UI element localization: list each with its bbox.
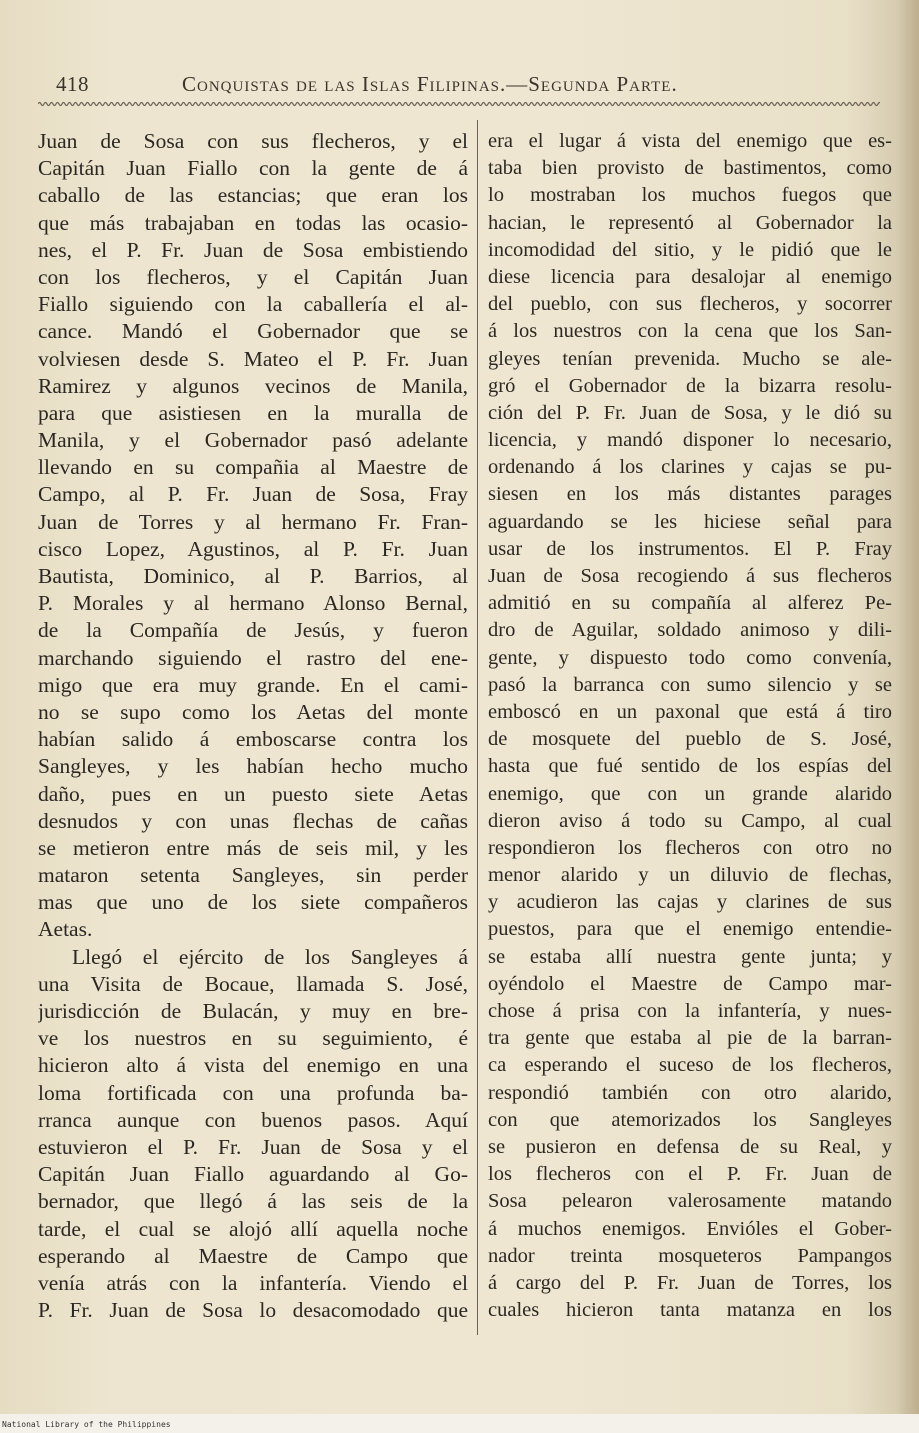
- text-line: con los flecheros, y el Capitán Juan: [38, 264, 468, 289]
- text-line: Manila, y el Gobernador pasó adelante: [38, 428, 468, 453]
- text-line: Juan de Sosa con sus flecheros, y el: [38, 129, 468, 153]
- text-line: esperando al Maestre de Campo que: [38, 1243, 468, 1268]
- running-title: Conquistas de las Islas Filipinas.—Segunda Parte.: [182, 72, 678, 96]
- right-text-column: [488, 128, 892, 1324]
- library-credit: National Library of the Philippines: [2, 1420, 171, 1429]
- text-line: Juan de Sosa recogiendo á sus flecheros: [488, 565, 892, 587]
- header-ornamental-rule: [38, 100, 880, 108]
- text-line: los flecheros con el P. Fr. Juan de: [488, 1163, 892, 1186]
- text-line: cance. Mandó el Gobernador que se: [38, 319, 468, 344]
- text-line: bernador, que llegó á las seis de la: [38, 1189, 468, 1214]
- text-line: era el lugar á vista del enemigo que es-: [488, 130, 892, 152]
- text-line: nador treinta mosqueteros Pampangos: [488, 1244, 892, 1267]
- text-line: dro de Aguilar, soldado animoso y dili-: [488, 619, 892, 642]
- text-line: se estaba allí nuestra gente junta; y: [488, 945, 892, 968]
- text-line: Fiallo siguiendo con la caballería el al-: [38, 292, 468, 317]
- text-line: habían salido á emboscarse contra los: [38, 727, 468, 752]
- text-line: desnudos y con unas flechas de cañas: [38, 808, 468, 833]
- text-line: puestos, para que el enemigo entendie-: [488, 918, 892, 941]
- text-line: Bautista, Dominico, al P. Barrios, al: [38, 564, 468, 588]
- text-line: Sosa pelearon valerosamente matando: [488, 1190, 892, 1213]
- text-line: tra gente que estaba al pie de la barran-: [488, 1027, 892, 1050]
- text-line: mataron setenta Sangleyes, sin perder: [38, 863, 468, 888]
- text-line: respondieron los flecheros con otro no: [488, 836, 892, 859]
- page-header: [56, 72, 886, 102]
- text-line: diese licencia para desalojar al enemigo: [488, 265, 892, 288]
- text-line: loma fortificada con una profunda ba-: [38, 1080, 468, 1105]
- text-line: pasó la barranca con sumo silencio y se: [488, 673, 892, 696]
- text-line: y acudieron las cajas y clarines de sus: [488, 891, 892, 914]
- text-line: admitió en su compañía al alferez Pe-: [488, 592, 892, 615]
- text-line: usar de los instrumentos. El P. Fray: [488, 537, 892, 560]
- text-line: aguardando se les hiciese señal para: [488, 510, 892, 533]
- text-line: ve los nuestros en su seguimiento, é: [38, 1026, 468, 1051]
- text-line: taba bien provisto de bastimentos, como: [488, 157, 892, 180]
- text-line: á muchos enemigos. Envióles el Gober-: [488, 1217, 892, 1240]
- page-edge-shadow: [896, 0, 919, 1414]
- text-line: á cargo del P. Fr. Juan de Torres, los: [488, 1271, 892, 1294]
- text-line: Capitán Juan Fiallo aguardando al Go-: [38, 1162, 468, 1187]
- text-line: se metieron entre más de seis mil, y les: [38, 835, 468, 860]
- text-line: daño, pues en un puesto siete Aetas: [38, 781, 468, 806]
- text-line: gleyes tenían prevenida. Mucho se ale-: [488, 347, 892, 370]
- text-line: para que asistiesen en la muralla de: [38, 400, 468, 425]
- text-line: venía atrás con la infantería. Viendo el: [38, 1270, 468, 1295]
- text-line: cuales hicieron tanta matanza en los: [488, 1299, 892, 1322]
- text-line: gró el Gobernador de la bizarra resolu-: [488, 374, 892, 397]
- text-line: licencia, y mandó disponer lo necesario,: [488, 429, 892, 452]
- text-line: hacian, le representó al Gobernador la: [488, 211, 892, 234]
- text-line: se pusieron en defensa de su Real, y: [488, 1135, 892, 1158]
- text-line: no se supo como los Aetas del monte: [38, 699, 468, 724]
- text-line: con que atemorizados los Sangleyes: [488, 1108, 892, 1131]
- text-line: á los nuestros con la cena que los San-: [488, 320, 892, 343]
- text-line: de la Compañía de Jesús, y fueron: [38, 618, 468, 643]
- text-line: Llegó el ejército de los Sangleyes á: [72, 944, 468, 969]
- text-line: jurisdicción de Bulacán, y muy en bre-: [38, 999, 468, 1023]
- text-line: llevando en su compañia al Maestre de: [38, 455, 468, 480]
- text-line: mas que uno de los siete compañeros: [38, 890, 468, 915]
- text-line: que más trabajaban en todas las ocasio-: [38, 210, 468, 235]
- text-line: ordenando á los clarines y cajas se pu-: [488, 456, 892, 479]
- text-line: P. Morales y al hermano Alonso Bernal,: [38, 591, 468, 616]
- text-line: nes, el P. Fr. Juan de Sosa embistiendo: [38, 237, 468, 262]
- text-line: P. Fr. Juan de Sosa lo desacomodado que: [38, 1298, 468, 1323]
- text-line: chose á prisa con la infantería, y nues-: [488, 1000, 892, 1022]
- text-line: estuvieron el P. Fr. Juan de Sosa y el: [38, 1134, 468, 1159]
- text-line: caballo de las estancias; que eran los: [38, 183, 468, 208]
- text-line: oyéndolo el Maestre de Campo mar-: [488, 972, 892, 995]
- text-line: tarde, el cual se alojó allí aquella noche: [38, 1216, 468, 1241]
- text-line: hicieron alto á vista del enemigo en una: [38, 1053, 468, 1078]
- column-divider: [477, 120, 478, 1335]
- text-line: menor alarido y un diluvio de flechas,: [488, 864, 892, 887]
- text-line: respondió también con otro alarido,: [488, 1081, 892, 1104]
- text-line: ción del P. Fr. Juan de Sosa, y le dió su: [488, 401, 892, 424]
- text-line: del pueblo, con sus flecheros, y socorrer: [488, 293, 892, 316]
- text-line: una Visita de Bocaue, llamada S. José,: [38, 971, 468, 996]
- text-line: de mosquete del pueblo de S. José,: [488, 728, 892, 751]
- text-line: marchando siguiendo el rastro del ene-: [38, 645, 468, 670]
- text-line: hasta que fué sentido de los espías del: [488, 755, 892, 778]
- text-line: Juan de Torres y al hermano Fr. Fran-: [38, 509, 468, 534]
- text-line: Sangleyes, y les habían hecho mucho: [38, 754, 468, 779]
- text-line: migo que era muy grande. En el cami-: [38, 672, 468, 697]
- text-line: Ramirez y algunos vecinos de Manila,: [38, 373, 468, 398]
- text-line: enemigo, que con un grande alarido: [488, 782, 892, 805]
- page-number: 418: [56, 72, 89, 96]
- text-line: incomodidad del sitio, y le pidió que le: [488, 238, 892, 261]
- text-line: Campo, al P. Fr. Juan de Sosa, Fray: [38, 482, 468, 507]
- text-line: volviesen desde S. Mateo el P. Fr. Juan: [38, 346, 468, 371]
- text-line: dieron aviso á todo su Campo, al cual: [488, 809, 892, 832]
- text-line: siesen en los más distantes parages: [488, 483, 892, 506]
- text-line: gente, y dispuesto todo como convenía,: [488, 646, 892, 669]
- text-line: Capitán Juan Fiallo con la gente de á: [38, 156, 468, 181]
- left-text-column: [38, 128, 468, 1324]
- text-line: ca esperando el suceso de los flecheros,: [488, 1054, 892, 1077]
- text-line: Aetas.: [38, 917, 93, 942]
- text-line: emboscó en un paxonal que está á tiro: [488, 700, 892, 723]
- text-line: cisco Lopez, Agustinos, al P. Fr. Juan: [38, 536, 468, 561]
- text-line: rranca aunque con buenos pasos. Aquí: [38, 1107, 468, 1132]
- text-line: lo mostraban los muchos fuegos que: [488, 184, 892, 207]
